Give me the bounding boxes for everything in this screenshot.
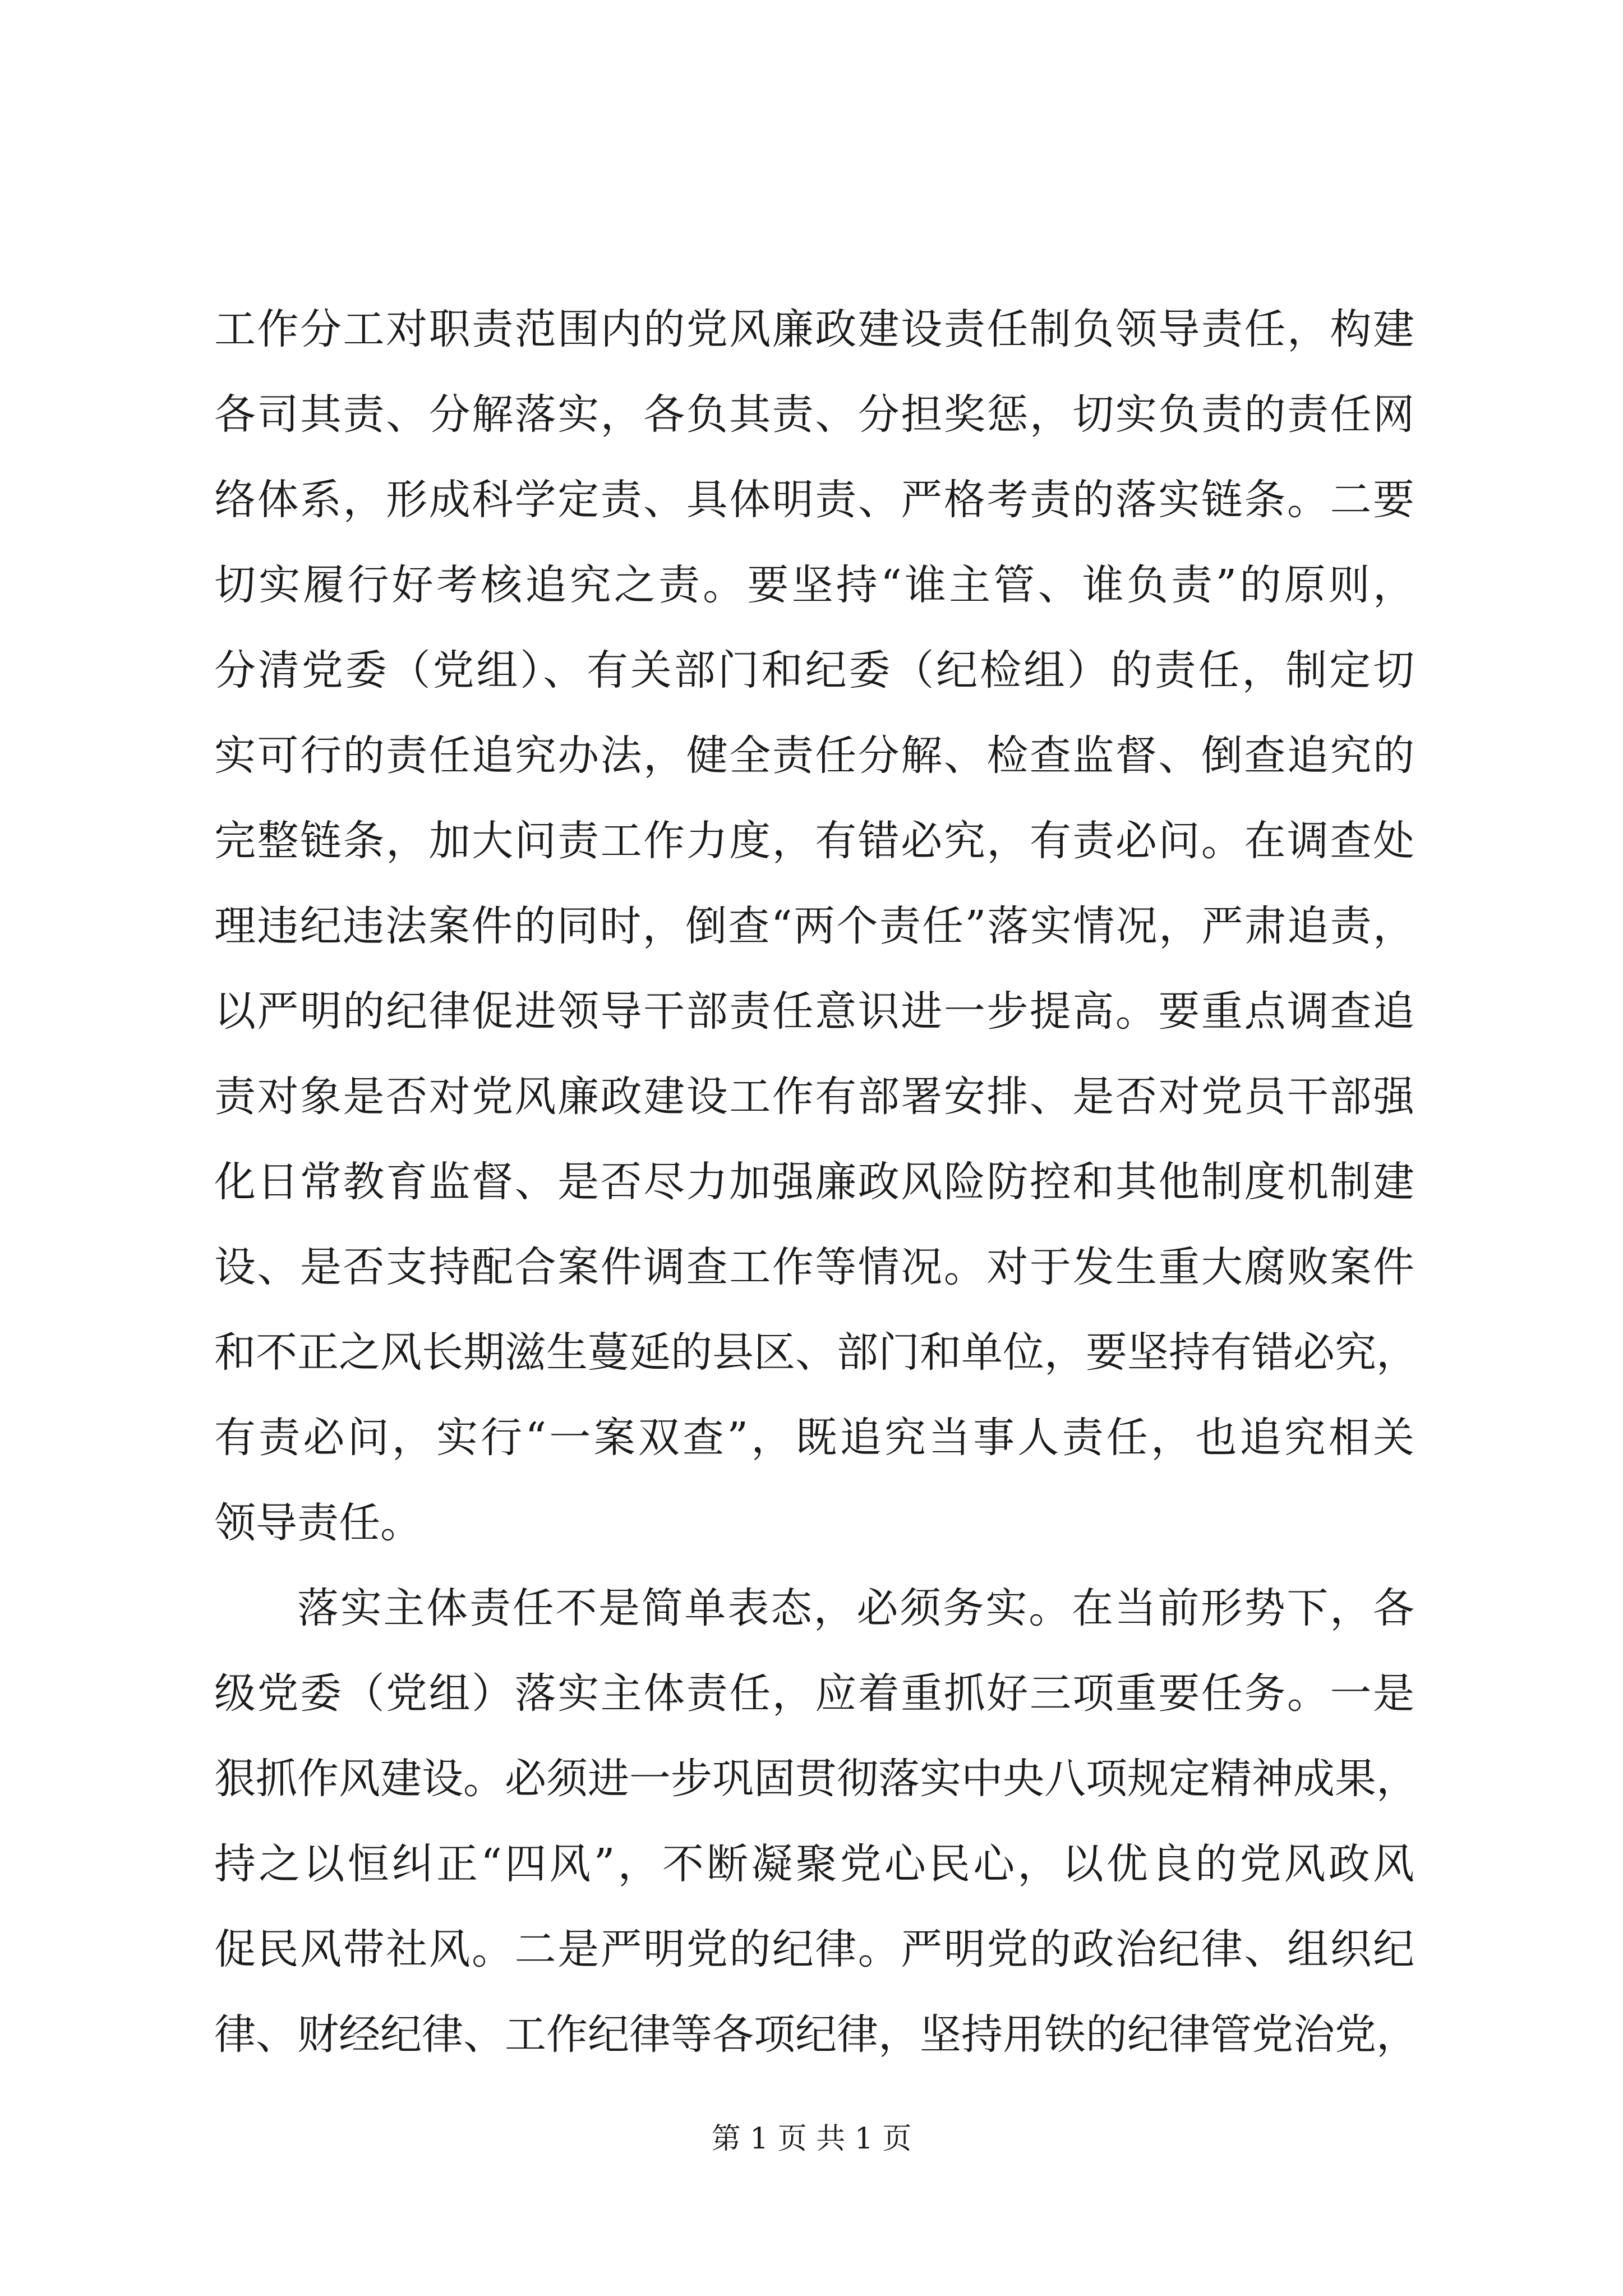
text-line: 级党委（党组）落实主体责任，应着重抓好三项重要任务。一是 [214,1669,1414,1718]
text-line: 和不正之风长期滋生蔓延的县区、部门和单位，要坚持有错必究， [214,1328,1418,1377]
text-line: 切实履行好考核追究之责。要坚持“谁主管、谁负责”的原则， [214,561,1414,609]
text-line: 持之以恒纠正“四风”，不断凝聚党心民心，以优良的党风政风 [214,1840,1414,1888]
text-line: 促民风带社风。二是严明党的纪律。严明党的政治纪律、组织纪 [214,1925,1414,1973]
text-line: 设、是否支持配合案件调查工作等情况。对于发生重大腐败案件 [214,1243,1414,1291]
text-line: 络体系，形成科学定责、具体明责、严格考责的落实链条。二要 [214,476,1414,524]
text-line: 工作分工对职责范围内的党风廉政建设责任制负领导责任，构建 [214,305,1414,353]
text-line: 律、财经纪律、工作纪律等各项纪律，坚持用铁的纪律管党治党， [214,2010,1418,2059]
text-line: 有责必问，实行“一案双查”，既追究当事人责任，也追究相关 [214,1414,1414,1462]
text-line: 狠抓作风建设。必须进一步巩固贯彻落实中央八项规定精神成果， [214,1755,1418,1803]
text-line: 分清党委（党组）、有关部门和纪委（纪检组）的责任，制定切 [214,646,1414,694]
page-footer [0,2115,1623,2157]
text-line: 化日常教育监督、是否尽力加强廉政风险防控和其他制度机制建 [214,1158,1414,1206]
text-line: 各司其责、分解落实，各负其责、分担奖惩，切实负责的责任网 [214,390,1414,439]
text-line: 以严明的纪律促进领导干部责任意识进一步提高。要重点调查追 [214,987,1414,1036]
text-line: 落实主体责任不是简单表态，必须务实。在当前形势下，各 [297,1584,1414,1632]
text-line: 理违纪违法案件的同时，倒查“两个责任”落实情况，严肃追责， [214,902,1414,950]
page-number: 第 1 页 共 1 页 [711,2122,912,2156]
text-line: 完整链条，加大问责工作力度，有错必究，有责必问。在调查处 [214,817,1414,865]
text-line: 实可行的责任追究办法，健全责任分解、检查监督、倒查追究的 [214,731,1414,780]
text-line: 领导责任。 [214,1499,422,1547]
text-line: 责对象是否对党风廉政建设工作有部署安排、是否对党员干部强 [214,1073,1414,1121]
